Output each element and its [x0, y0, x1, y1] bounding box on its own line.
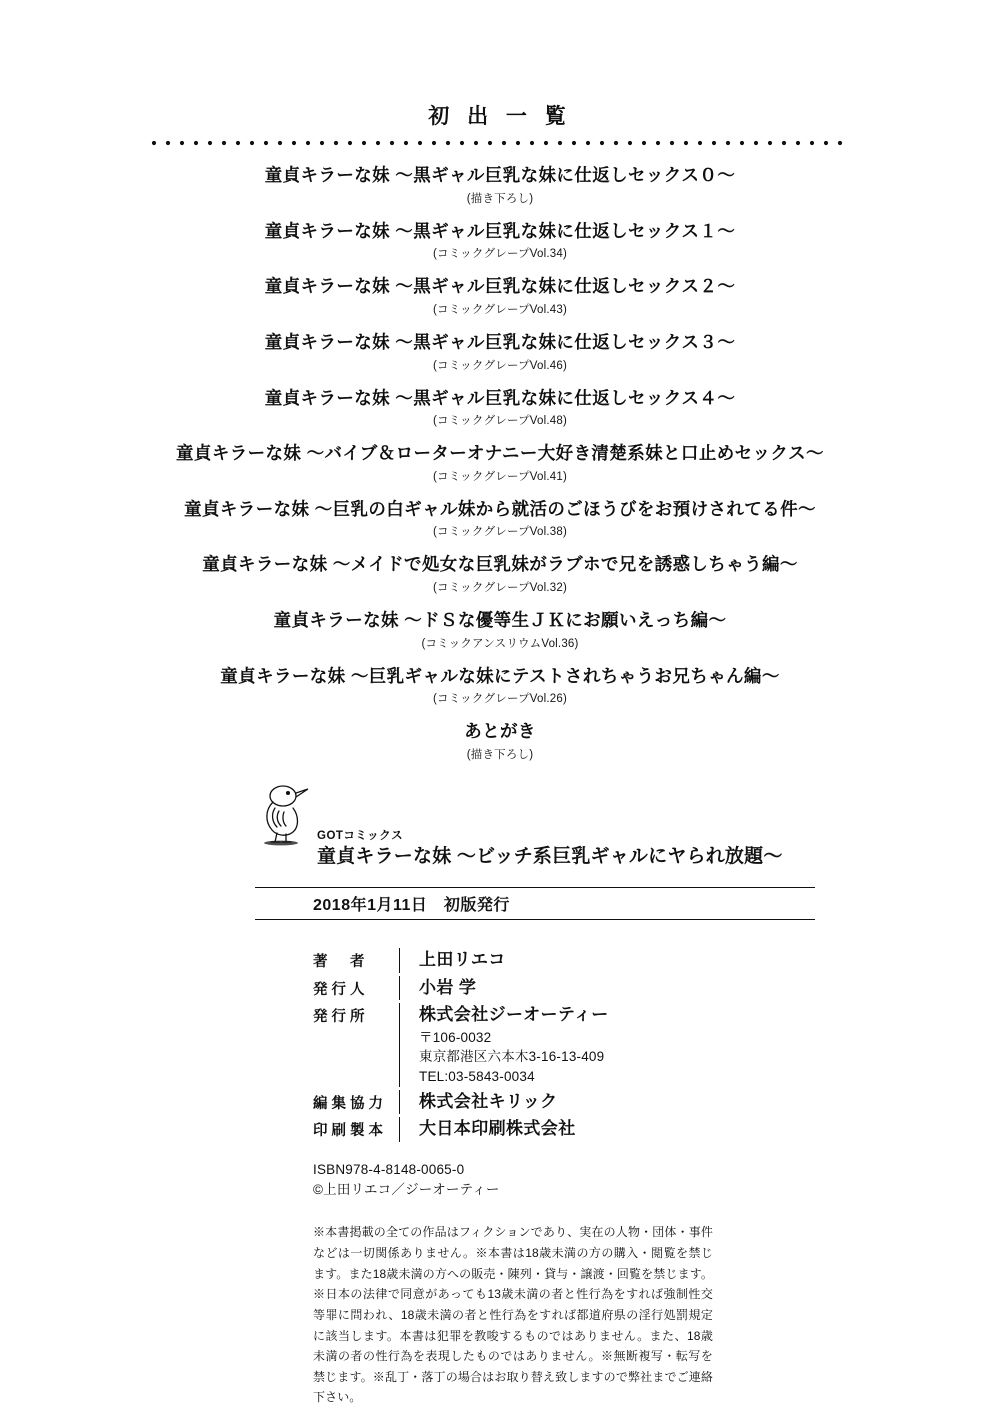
chapter-title: 童貞キラーな妹 ～巨乳ギャルな妹にテストされちゃうお兄ちゃん編～ — [220, 665, 780, 686]
isbn-number: ISBN978-4-8148-0065-0 — [313, 1161, 465, 1177]
chapter-title: 童貞キラーな妹 ～バイブ＆ローターオナニー大好き清楚系妹と口止めセックス～ — [176, 443, 824, 464]
dotted-divider — [150, 140, 850, 146]
chapter-title: 童貞キラーな妹 ～黒ギャル巨乳な妹に仕返しセックス４～ — [264, 387, 736, 408]
chapter-title: 童貞キラーな妹 ～巨乳の白ギャル妹から就活のごほうびをお預けされてる件～ — [184, 498, 816, 519]
table-row — [313, 976, 815, 1001]
list-item — [0, 665, 1000, 707]
chapter-source: (描き下ろし) — [466, 192, 534, 205]
list-item — [0, 275, 1000, 317]
chapter-title: あとがき — [464, 721, 536, 742]
vertical-rule — [399, 948, 410, 973]
chapter-source: (コミックグレープVol.38) — [432, 526, 568, 539]
list-item — [0, 609, 1000, 651]
credit-label: 発行所 — [313, 1009, 369, 1026]
chapter-title: 童貞キラーな妹 ～黒ギャル巨乳な妹に仕返しセックス３～ — [264, 331, 736, 352]
credit-value: 小岩 学 — [419, 977, 477, 997]
chapter-title: 童貞キラーな妹 ～黒ギャル巨乳な妹に仕返しセックス２～ — [264, 276, 736, 297]
imprint-label: GOTコミックス — [317, 830, 404, 842]
table-row — [313, 1003, 815, 1086]
bird-logo-icon — [255, 780, 317, 846]
chapter-source: (コミックグレープVol.48) — [432, 415, 568, 428]
list-item — [0, 498, 1000, 540]
list-item — [0, 164, 1000, 206]
chapter-source: (コミックグレープVol.34) — [432, 248, 568, 261]
credit-value: 大日本印刷株式会社 — [419, 1119, 576, 1139]
publisher-logo-row — [255, 785, 815, 865]
chapter-title: 童貞キラーな妹 ～黒ギャル巨乳な妹に仕返しセックス１～ — [264, 220, 736, 241]
list-item — [0, 442, 1000, 484]
copyright-notice: ©上田リエコ／ジーオーティー — [313, 1182, 500, 1198]
table-row — [313, 1090, 815, 1115]
vertical-rule — [399, 1117, 410, 1142]
vertical-rule — [399, 976, 410, 1001]
book-title: 童貞キラーな妹 ～ビッチ系巨乳ギャルにヤられ放題～ — [317, 846, 783, 867]
first-publication-list — [0, 100, 1000, 776]
vertical-rule — [399, 1090, 410, 1115]
chapter-title: 童貞キラーな妹 ～黒ギャル巨乳な妹に仕返しセックス０～ — [264, 165, 736, 185]
publication-date: 2018年1月11日 初版発行 — [255, 887, 815, 920]
credit-label: 編集協力 — [313, 1095, 387, 1112]
legal-notice: ※本書掲載の全ての作品はフィクションであり、実在の人物・団体・事件などは一切関係ありません。※本書は18歳未満の方の購入・閲覧を禁じます。また18歳未満の方への販売・陳列・貸与・譲渡・回覧を禁じます。※日本の法律で同意があっても13歳未満の者と性行為をすれば強制性交等罪に問われ、18歳未満の者と性行為をすれば都道府県の淫行処罰規定に該当します。本書は犯罪を教唆するものではありません。また、18歳未満の者の性行為を表現したものではありません。※無断複写・転写を禁じます。※乱丁・落丁の場合はお取り替え致しますので弊社までご連絡下さい。 — [313, 1225, 713, 1405]
publisher-postal-code: 〒106-0032 — [419, 1029, 492, 1045]
table-row — [313, 1117, 815, 1142]
chapter-title: 童貞キラーな妹 ～ドＳな優等生ＪＫにお願いえっち編～ — [273, 610, 727, 630]
isbn-block — [255, 1160, 815, 1201]
chapter-source: (コミックアンスリウムVol.36) — [421, 637, 579, 650]
publisher-address: 東京都港区六本木3-16-13-409 — [419, 1049, 605, 1065]
credit-value: 上田リエコ — [419, 950, 506, 969]
credits-table — [255, 948, 815, 1142]
chapter-source: (コミックグレープVol.26) — [432, 693, 568, 706]
credit-label: 著 者 — [313, 954, 369, 970]
chapter-source: (描き下ろし) — [466, 748, 534, 761]
list-item — [0, 720, 1000, 762]
credit-label: 印刷製本 — [313, 1123, 387, 1140]
chapter-source: (コミックグレープVol.43) — [432, 303, 568, 316]
credit-value — [419, 1003, 609, 1086]
section-title: 初 出 一 覧 — [428, 105, 572, 128]
credit-value: 株式会社キリック — [419, 1091, 558, 1111]
chapter-source: (コミックグレープVol.32) — [432, 582, 568, 594]
colophon-block — [255, 785, 815, 1408]
credit-label: 発行人 — [313, 981, 369, 998]
list-item — [0, 331, 1000, 373]
list-item — [0, 553, 1000, 595]
list-item — [0, 387, 1000, 429]
vertical-rule — [399, 1003, 410, 1086]
chapter-title: 童貞キラーな妹 ～メイドで処女な巨乳妹がラブホで兄を誘惑しちゃう編～ — [202, 554, 798, 575]
chapter-source: (コミックグレープVol.41) — [432, 470, 568, 483]
chapter-source: (コミックグレープVol.46) — [432, 359, 568, 372]
publisher-telephone: TEL:03-5843-0034 — [419, 1069, 535, 1085]
list-item — [0, 220, 1000, 262]
table-row — [313, 948, 815, 973]
publisher-name: 株式会社ジーオーティー — [419, 1005, 609, 1025]
